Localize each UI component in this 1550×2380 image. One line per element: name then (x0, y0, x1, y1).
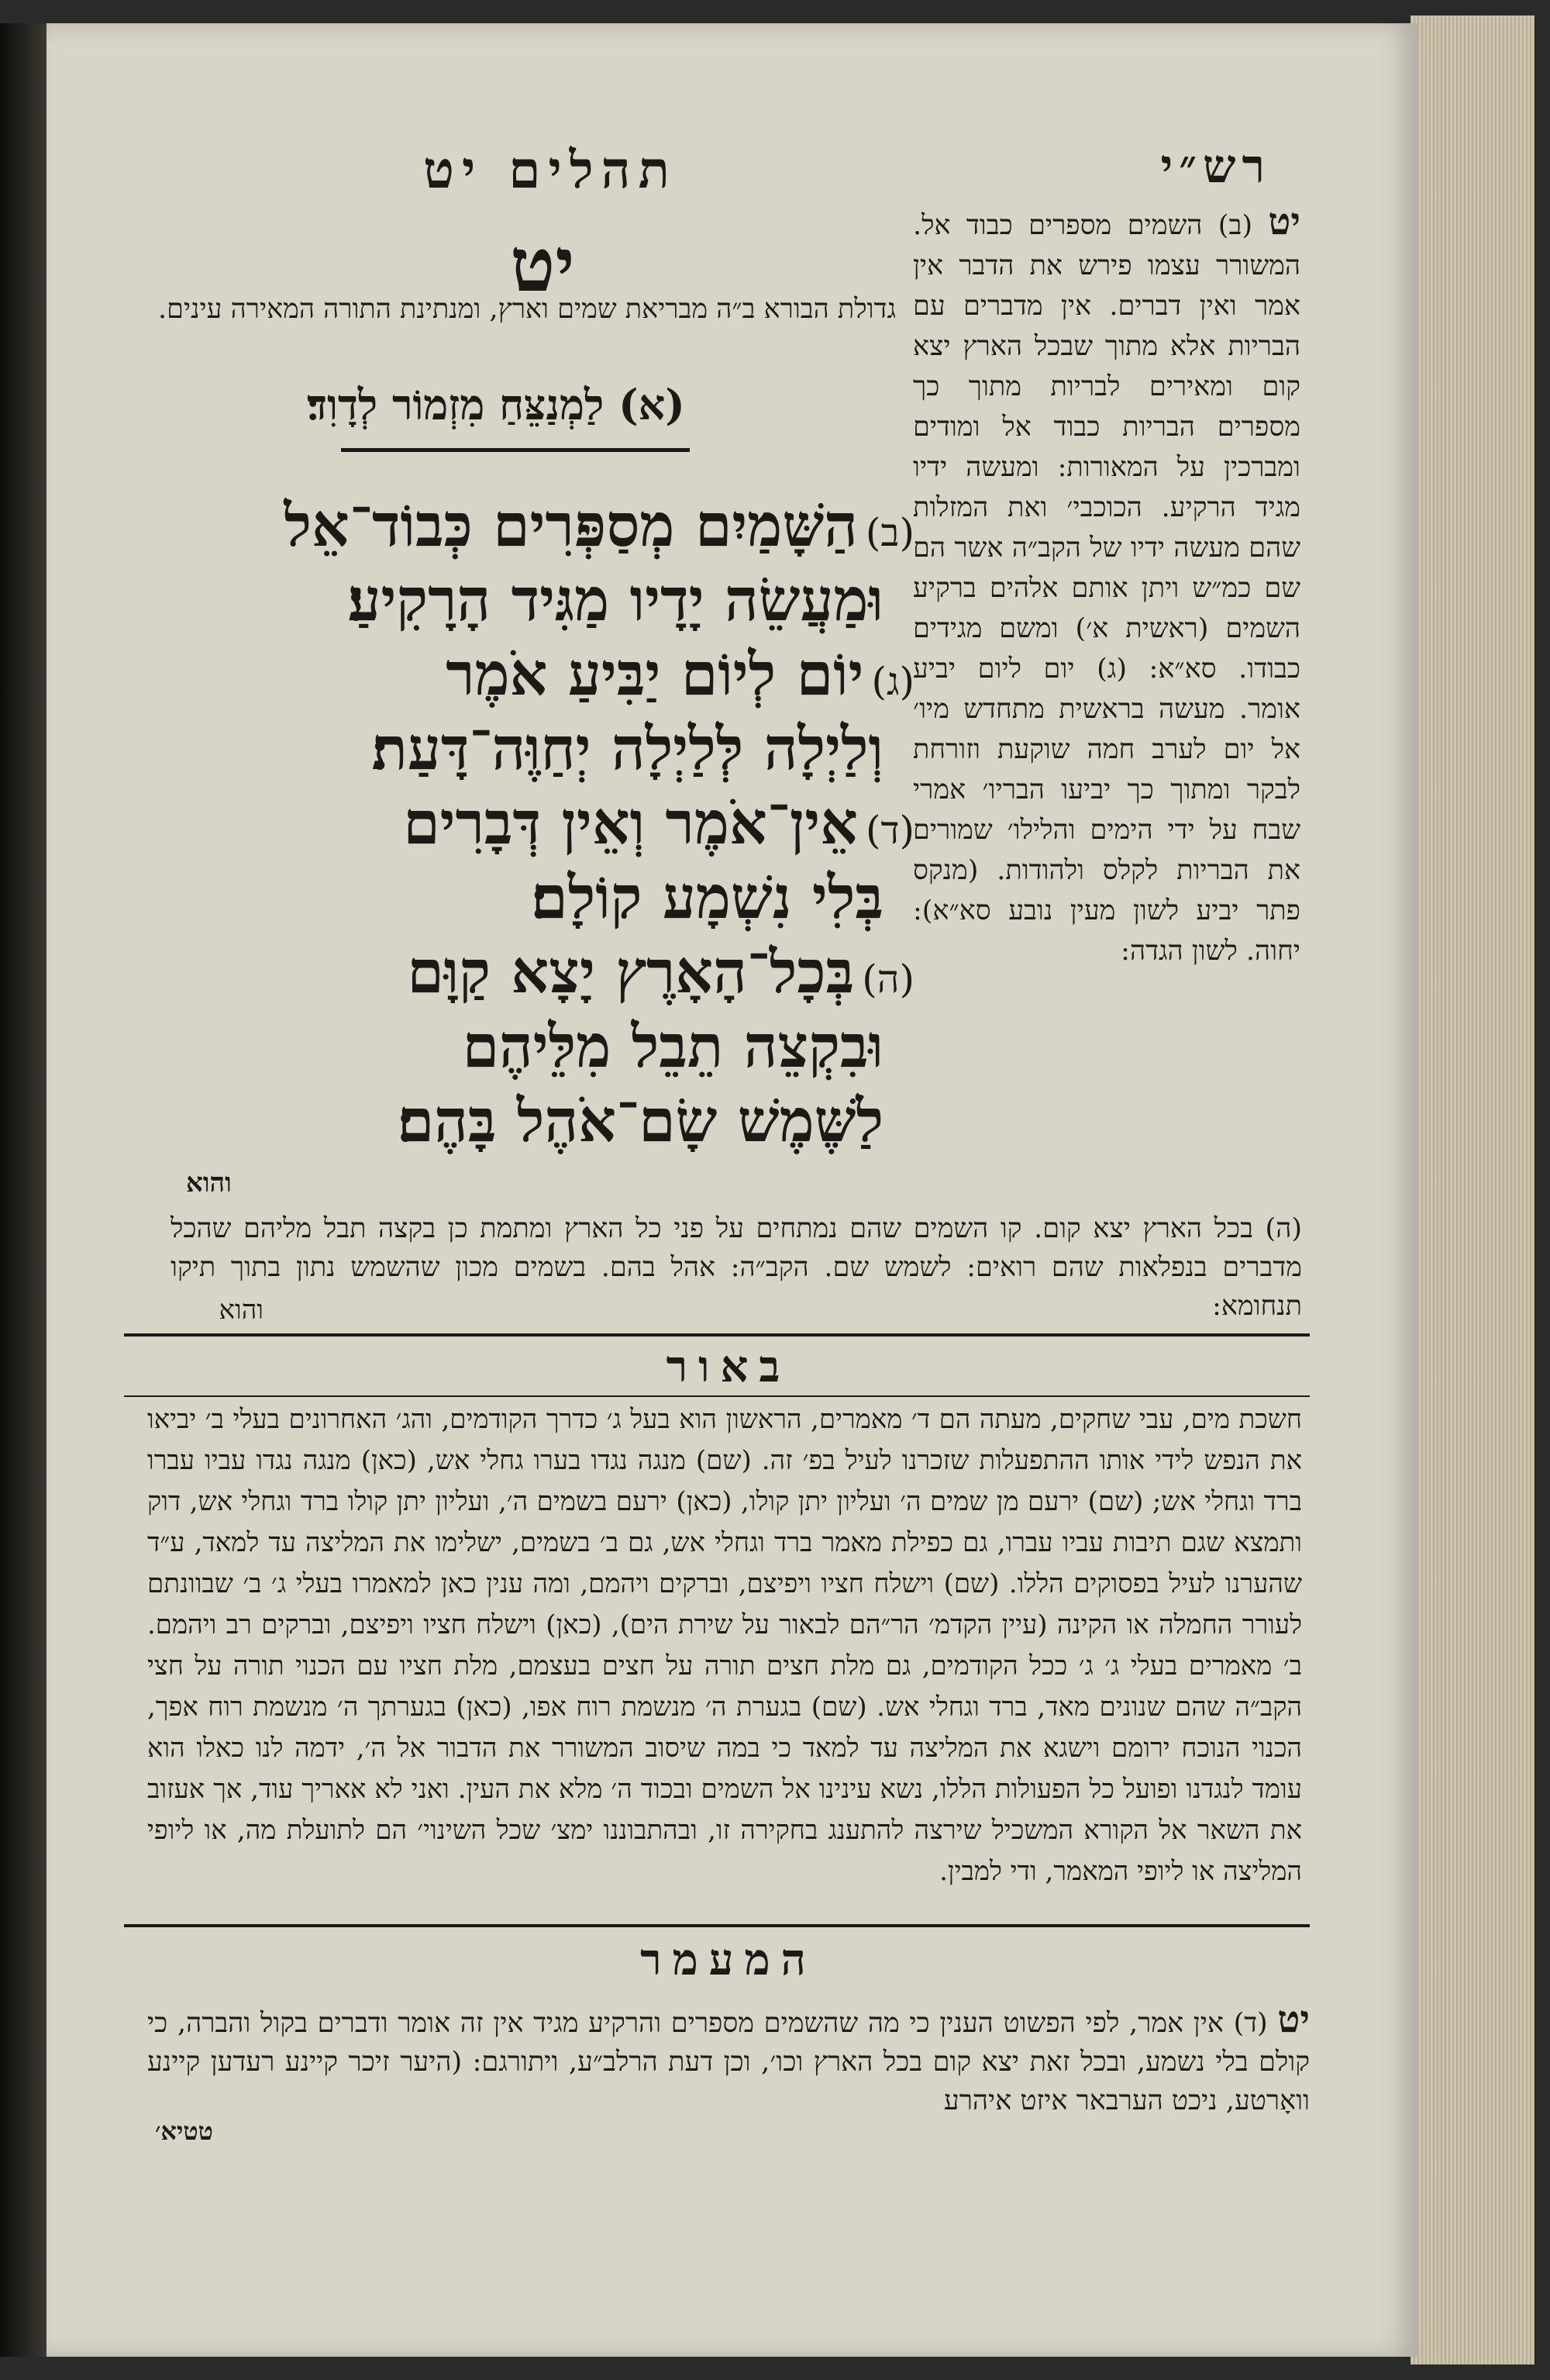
meamar-commentary (147, 2000, 1310, 2120)
verse-line (170, 637, 914, 712)
verse-line (170, 786, 914, 861)
running-header-book: תהלים יט (423, 140, 677, 200)
biur-title: באור (666, 1341, 791, 1392)
rashi-commentary (913, 202, 1300, 1194)
section-rule (124, 1333, 1310, 1337)
verse-text: הַשָּׁמַיִם מְסַפְּרִים כְּבוֹד־אֵל (284, 491, 858, 560)
rashi-text: (ב) השמים מספרים כבוד אל. המשורר עצמו פירש את הדבר אין אמר ואין דברים. אין מדברים עם הבריות אלא מתוך שבכל הארץ יצא קום ומאירים לבריות מתוך כך מספרים הבריות כבוד אל ומודים ומברכין על המאורות: ומעשה ידיו מגיד הרקיע. הכוכבי׳ ואת המזלות שהם מעשה ידיו של הקב״ה אשר הם שם כמ״ש ויתן אותם אלהים ברקיע השמים (ראשית א׳) ומשם מגידים כבודו. סא״א: (ג) יום ליום יביע אומר. מעשה בראשית מתחדש מיו׳ אל יום לערב חמה שוקעת וזורחת לבקר ומתוך כך יביעו הבריו׳ אמרי שבח על ידי הימים והלילו׳ שמורים את הבריות לקלס ולהודות. (מנקס פתר יביע לשון מעין נובע סא״א): יחוה. לשון הגדה: (913, 210, 1300, 967)
meamar-chapter-label: יט (1277, 1998, 1310, 2041)
verse-line (170, 488, 914, 563)
rashi-chapter-label: יט (1268, 200, 1300, 243)
page-edges (1410, 16, 1534, 2364)
running-header-commentator: רש״י (1160, 140, 1271, 194)
verse-text: וְלַיְלָה לְּלַיְלָה יְחַוֶּה־דָּעַת׃ (371, 714, 884, 783)
book-page (46, 23, 1418, 2357)
section-rule (124, 1924, 1310, 1927)
verse-line (170, 712, 914, 786)
catchword-verses: והוא (186, 1168, 232, 1199)
verse-text: לַשֶּׁמֶשׁ שָׂם־אֹהֶל בָּהֶם׃ (397, 1086, 884, 1155)
verse-number: (ד) (865, 808, 914, 853)
verse-number: (ב) (865, 510, 914, 555)
meamar-title: המעמר (640, 1934, 817, 1985)
verse-line (170, 1084, 914, 1158)
section-rule (124, 1395, 1310, 1397)
verse-text: בְּלִי נִשְׁמָע קוֹלָם׃ (531, 863, 884, 932)
rashi-continuation: (ה) בכל הארץ יצא קום. קו השמים שהם נמתחים על פני כל הארץ ומתמת כן בקצה תבל מליהם שהכל מדברים בנפלאות שהם רואים: לשמש שם. הקב״ה: אהל בהם. בשמים מכון שהשמש נתון בתוך תיקו תנחומא: (170, 1213, 1302, 1322)
meamar-text: (ד) אין אמר, לפי הפשוט הענין כי מה שהשמים מספרים והרקיע מגיד אין זה אומר ודברים בקול והברה, כי קולם בלי נשמע, ובכל זאת יצא קום בכל הארץ וכו׳, וכן דעת הרלב״ע, ויתורגם: (היער זיכר קיינע רעדען קיינע וואָרטע, ניכט הערבאר איזט איהרע (147, 2008, 1310, 2116)
verse-1 (186, 380, 806, 429)
chapter-number: יט (510, 221, 575, 309)
verse-number: (ה) (862, 957, 914, 1002)
verse-line (170, 861, 914, 935)
verse-1-text: לַמְנַצֵּחַ מִזְמוֹר לְדָוִד׃ (307, 380, 604, 429)
verse-line (170, 563, 914, 637)
verse-text: וּמַעֲשֵׂה יָדָיו מַגִּיד הָרָקִיעַ׃ (347, 565, 884, 634)
verse-1-number: (א) (618, 380, 685, 429)
verse-line (170, 935, 914, 1009)
psalm-verses (170, 488, 914, 1158)
title-separator (341, 448, 690, 452)
biur-commentary: חשכת מים, עבי שחקים, מעתה הם ד׳ מאמרים, הראשון הוא בעל ג׳ כדרך הקודמים, והג׳ האחרונים בעלי ב׳ יביאו את הנפש לידי אותו ההתפעלות שזכרנו לעיל בפ׳ זה. (שם) מנגה נגדו בערו גחלי אש, (כאן) מנגה נגדו עביו עברו ברד וגחלי אש; (שם) ירעם מן שמים ה׳ ועליון יתן קולו, (כאן) ירעם בשמים ה׳, ועליון יתן קולו ברד וגחלי אש, דוק ותמצא שגם תיבות עביו עברו, גם כפילת מאמר ברד וגחלי אש, גם ב׳ בשמים, ישלימו את המליצה עד למאד, ע״ד שהערנו לעיל בפסוקים הללו. (שם) וישלח חציו ויפיצם, וברקים ויהמם, ומה ענין כאן למאמרו בעלי ג׳ ב׳ שבוונתם לעורר החמלה או הקינה (עיין הקדמ׳ הר״הם לבאור על שירת הים), (כאן) וישלח חציו ויפיצם, וברקים רב ויהמם. ב׳ מאמרים בעלי ג׳ ג׳ ככל הקודמים, גם מלת חצים תורה על חצים בעצמם, מלת חציו עם הכנוי תורה על חצי הקב״ה שהם שנונים מאד, ברד וגחלי אש. (שם) בגערת ה׳ מנשמת רוח אפו, (כאן) בגערתך ה׳ מנשמת רוח אפך, הכנוי הנוכח ירומם וישגא את המליצה עד למאד כי במה שיסוב המשורר את הדבור אל ה׳, ידמה לנו כאלו הוא עומד לנגדנו ופועל כל הפעולות הללו, נשא עינינו אל השמים ובכוד ה׳ מלא את העין. ואני לא אאריך עוד, אך אעזוב את השאר אל הקורא המשכיל שירצה להתענג בחקירה זו, ובהתבוננו ימצ׳ שכל השינוי׳ הם לתועלת מה, או ליופי המליצה או ליופי המאמר, ודי למבין. (147, 1404, 1302, 1887)
verse-text: יוֹם לְיוֹם יַבִּיעַ אֹמֶר (446, 640, 864, 709)
verse-line (170, 1009, 914, 1084)
catchword-rashi: והוא (219, 1295, 264, 1326)
verse-text: וּבִקְצֵה תֵבֵל מִלֵּיהֶם (462, 1012, 884, 1081)
verse-number: (ג) (871, 659, 914, 704)
verse-text: בְּכָל־הָאָרֶץ יָצָא קַוָּם (407, 937, 855, 1006)
chapter-summary: גדולת הבורא ב״ה מבריאת שמים וארץ, ומנתינת התורה המאירה עינים. (157, 294, 896, 325)
page-catchword: טטיא׳ (155, 2116, 213, 2146)
book-binding (0, 23, 46, 2357)
verse-text: אֵין־אֹמֶר וְאֵין דְּבָרִים (403, 788, 858, 857)
